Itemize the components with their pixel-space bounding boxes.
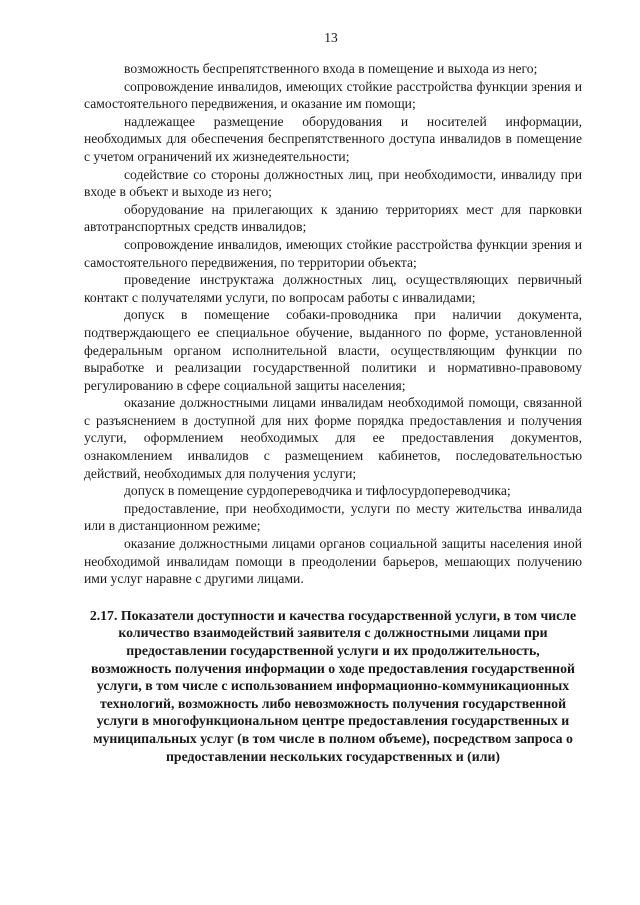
paragraph-other-help: оказание должностными лицами органов социальной защиты населения иной необходимой инвалидам помощи в преодолении барьеров, мешающих получению ими услуг наравне с другими лицами. — [84, 536, 582, 587]
paragraph-explanation-help: оказание должностными лицами инвалидам необходимой помощи, связанной с разъяснением в доступной для них форме порядка предоставления и получения услуги, оформлением необходимых для ее предоставления документов, ознакомлением инвалидов с размещением кабинетов, последовательностью действий, необходимых для получения услуги; — [84, 395, 582, 481]
paragraph-escort-assistance: сопровождение инвалидов, имеющих стойкие расстройства функции зрения и самостоятельного передвижения, и оказание им помощи; — [84, 78, 582, 112]
paragraph-entrance-access: возможность беспрепятственного входа в помещение и выхода из него; — [124, 61, 538, 76]
page-number: 13 — [324, 30, 338, 45]
paragraph-staff-briefing: проведение инструктажа должностных лиц, осуществляющих первичный контакт с получателями услуги, по вопросам работы с инвалидами; — [84, 272, 582, 305]
paragraph-territory-escort: сопровождение инвалидов, имеющих стойкие расстройства функции зрения и самостоятельного передвижения, по территории объекта; — [84, 236, 582, 270]
paragraph-equipment-placement: надлежащее размещение оборудования и носителей информации, необходимых для обеспечения беспрепятственного доступа инвалидов в помещение с учетом ограничений их жизнедеятельности; — [84, 113, 582, 164]
paragraph-parking: оборудование на прилегающих к зданию территориях мест для парковки автотранспортных средств инвалидов; — [84, 201, 582, 235]
section-heading: 2.17. Показатели доступности и качества государственной услуги, в том числе количество взаимодействий заявителя с должностными лицами при предоставлении государственной услуги и их продолжительность, возможность получения информации о ходе предоставления государственной услуги, в том числе с использованием информационно-коммуникационных технологий, возможность либо невозможность получения государственной услуги в многофункциональном центре предоставления государственных и муниципальных услуг (в том числе в полном объеме), посредством запроса о предоставлении нескольких государственных и (или) — [89, 607, 577, 764]
paragraph-sign-interpreter: допуск в помещение сурдопереводчика и тифлосурдопереводчика; — [124, 483, 511, 499]
paragraph-remote-service: предоставление, при необходимости, услуги по месту жительства инвалида или в дистанционном режиме; — [84, 500, 582, 534]
paragraph-official-assistance: содействие со стороны должностных лиц, при необходимости, инвалиду при входе в объект и выходе из него; — [84, 166, 582, 200]
paragraph-guide-dog: допуск в помещение собаки-проводника при наличии документа, подтверждающего ее специальное обучение, выданного по форме, установленной федеральным органом исполнительной власти, осуществляющим функции по выработке и реализации государственной политики и нормативно-правовому регулированию в сфере социальной защиты населения; — [84, 307, 582, 393]
